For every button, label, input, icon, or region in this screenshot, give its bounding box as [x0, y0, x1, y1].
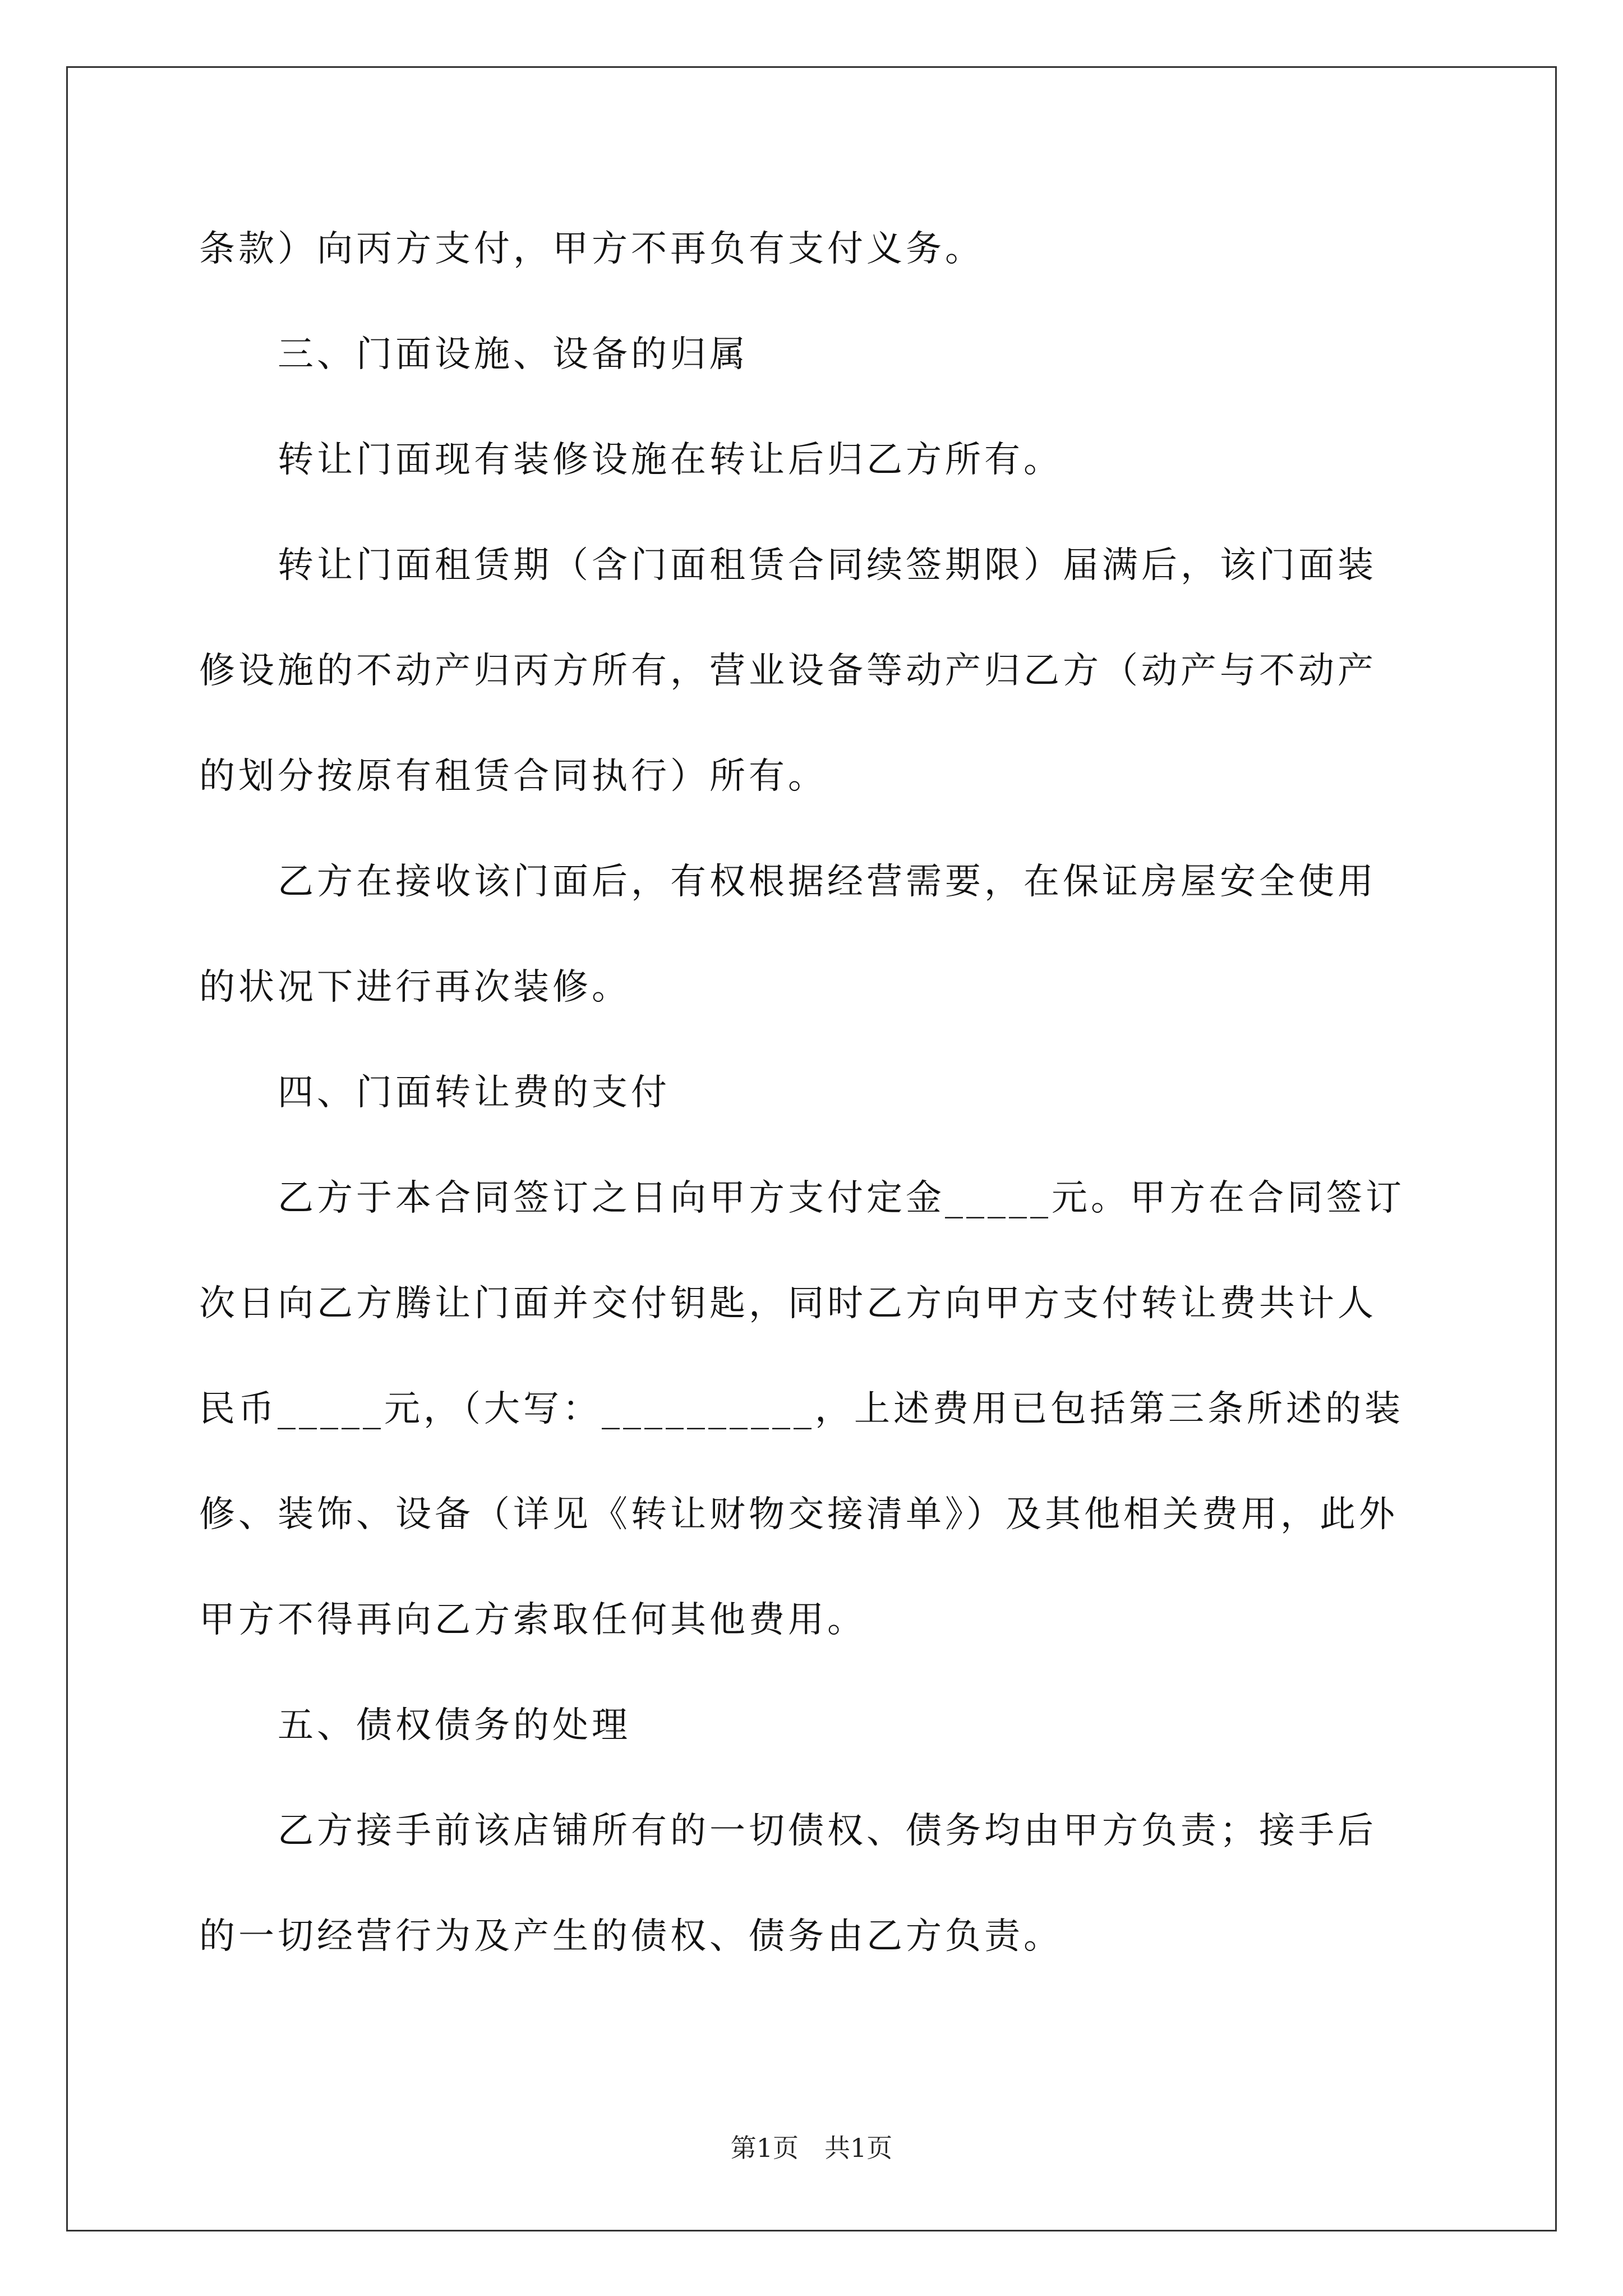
body-line-10: 乙方于本合同签订之日向甲方支付定金_____元。甲方在合同签订	[199, 1177, 1405, 1219]
section-heading-3: 三、门面设施、设备的归属	[199, 334, 749, 375]
body-line-13: 修、装饰、设备（详见《转让财物交接清单》）及其他相关费用，此外	[199, 1494, 1398, 1535]
body-line-11: 次日向乙方腾让门面并交付钥匙，同时乙方向甲方支付转让费共计人	[199, 1283, 1377, 1324]
body-line-12: 民币_____元，（大写：__________，上述费用已包括第三条所述的装	[199, 1388, 1404, 1430]
body-line-1: 条款）向丙方支付，甲方不再负有支付义务。	[199, 228, 984, 270]
section-heading-5: 五、债权债务的处理	[199, 1705, 631, 1746]
body-line-6: 的划分按原有租赁合同执行）所有。	[199, 756, 827, 797]
body-line-8: 的状况下进行再次装修。	[199, 967, 631, 1008]
body-line-7: 乙方在接收该门面后，有权根据经营需要，在保证房屋安全使用	[199, 861, 1377, 903]
section-heading-4: 四、门面转让费的支付	[199, 1072, 670, 1114]
body-line-16: 乙方接手前该店铺所有的一切债权、债务均由甲方负责；接手后	[199, 1810, 1377, 1852]
body-line-4: 转让门面租赁期（含门面租赁合同续签期限）届满后，该门面装	[199, 545, 1377, 586]
body-line-5: 修设施的不动产归丙方所有，营业设备等动产归乙方（动产与不动产	[199, 650, 1377, 692]
body-line-14: 甲方不得再向乙方索取任何其他费用。	[199, 1599, 866, 1641]
page-border	[66, 66, 1557, 2231]
body-line-3: 转让门面现有装修设施在转让后归乙方所有。	[199, 439, 1063, 481]
page-number-footer: 第1页 共1页	[730, 2133, 893, 2163]
body-line-17: 的一切经营行为及产生的债权、债务由乙方负责。	[199, 1916, 1063, 1957]
